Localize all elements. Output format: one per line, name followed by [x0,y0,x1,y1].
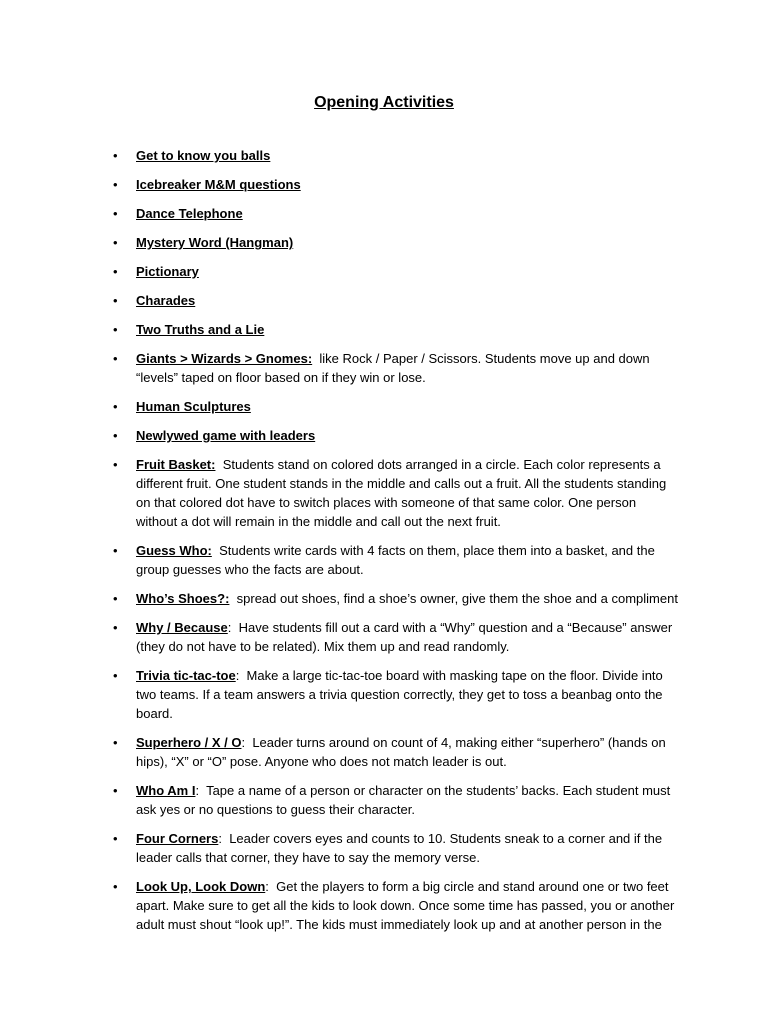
bullet-icon: • [113,783,118,798]
bullet-icon: • [113,351,118,366]
activity-description: Students stand on colored dots arranged in a circle. Each color represents a different fruit. One student stands in the middle and calls out a fruit. All the students standing on that colored dot have to switch places with someone of that same color. One person without a dot will remain in the middle and call out the next fruit. [136,457,667,529]
separator: : [265,879,277,894]
separator [215,457,222,472]
activity-name: Why / Because [136,620,228,635]
bullet-icon: • [113,735,118,750]
separator [212,543,219,558]
bullet-icon: • [113,177,118,192]
list-item [0,291,679,310]
activity-name: Look Up, Look Down [136,879,266,894]
bullet-icon: • [113,543,118,558]
list-item [0,320,679,339]
list-item [0,666,679,723]
bullet-icon: • [113,264,118,279]
activity-name: Who Am I [136,783,196,798]
list-item [0,204,679,223]
list-item [0,262,679,281]
bullet-icon: • [113,668,118,683]
list-item [0,877,679,934]
bullet-icon: • [113,457,118,472]
separator: : [195,783,207,798]
activity-name: Pictionary [136,264,199,279]
list-item [0,397,679,416]
activity-name: Icebreaker M&M questions [136,177,301,192]
activity-description: Students write cards with 4 facts on them, place them into a basket, and the group guesses who the facts are about. [136,543,655,577]
activity-description: Get the players to form a big circle and stand around one or two feet apart. Make sure to get all the kids to look down. Once some time has passed, you or another adult must shout “look up!”. The kids must immediately look up and at another person in the [136,879,675,932]
separator: : [235,668,247,683]
bullet-icon: • [113,206,118,221]
activity-name: Human Sculptures [136,399,251,414]
activity-name: Trivia tic-tac-toe [136,668,236,683]
list-item [0,426,679,445]
activity-description: Make a large tic-tac-toe board with masking tape on the floor. Divide into two teams. If a team answers a trivia question correctly, they get to toss a beanbag onto the board. [136,668,663,721]
separator: : [227,620,239,635]
list-item [0,829,679,867]
list-item [0,589,679,608]
activity-name: Charades [136,293,196,308]
activity-description: spread out shoes, find a shoe’s owner, give them the shoe and a compliment [236,591,678,606]
bullet-icon: • [113,620,118,635]
bullet-icon: • [113,879,118,894]
bullet-icon: • [113,293,118,308]
list-item [0,146,679,165]
activity-name: Two Truths and a Lie [136,322,265,337]
bullet-icon: • [113,399,118,414]
activity-description: Tape a name of a person or character on the students’ backs. Each student must ask yes or no questions to guess their character. [136,783,671,817]
activity-name: Mystery Word (Hangman) [136,235,294,250]
activity-name: Newlywed game with leaders [136,428,316,443]
list-item [0,455,679,531]
list-item [0,349,679,387]
activity-name: Fruit Basket: [136,457,216,472]
page-title: Opening Activities [314,94,454,111]
activity-description: like Rock / Paper / Scissors. Students move up and down “levels” taped on floor based on if they win or lose. [136,351,650,385]
activity-description: Have students fill out a card with a “Why” question and a “Because” answer (they do not have to be related). Mix them up and read randomly. [136,620,673,654]
activity-name: Four Corners [136,831,219,846]
bullet-icon: • [113,591,118,606]
bullet-icon: • [113,428,118,443]
bullet-icon: • [113,322,118,337]
activity-name: Superhero / X / O [136,735,242,750]
activity-name: Dance Telephone [136,206,243,221]
list-item [0,733,679,771]
activity-description: Leader turns around on count of 4, making either “superhero” (hands on hips), “X” or “O” pose. Anyone who does not match leader is out. [136,735,666,769]
separator: : [218,831,230,846]
activity-list [0,146,679,944]
activity-name: Giants > Wizards > Gnomes: [136,351,313,366]
bullet-icon: • [113,235,118,250]
separator [229,591,236,606]
activity-name: Guess Who: [136,543,212,558]
bullet-icon: • [113,148,118,163]
bullet-icon: • [113,831,118,846]
activity-description: Leader covers eyes and counts to 10. Students sneak to a corner and if the leader calls that corner, they have to say the memory verse. [136,831,663,865]
list-item [0,541,679,579]
separator: : [241,735,253,750]
list-item [0,781,679,819]
list-item [0,233,679,252]
activity-name: Get to know you balls [136,148,271,163]
list-item [0,175,679,194]
activity-name: Who’s Shoes?: [136,591,230,606]
list-item [0,618,679,656]
